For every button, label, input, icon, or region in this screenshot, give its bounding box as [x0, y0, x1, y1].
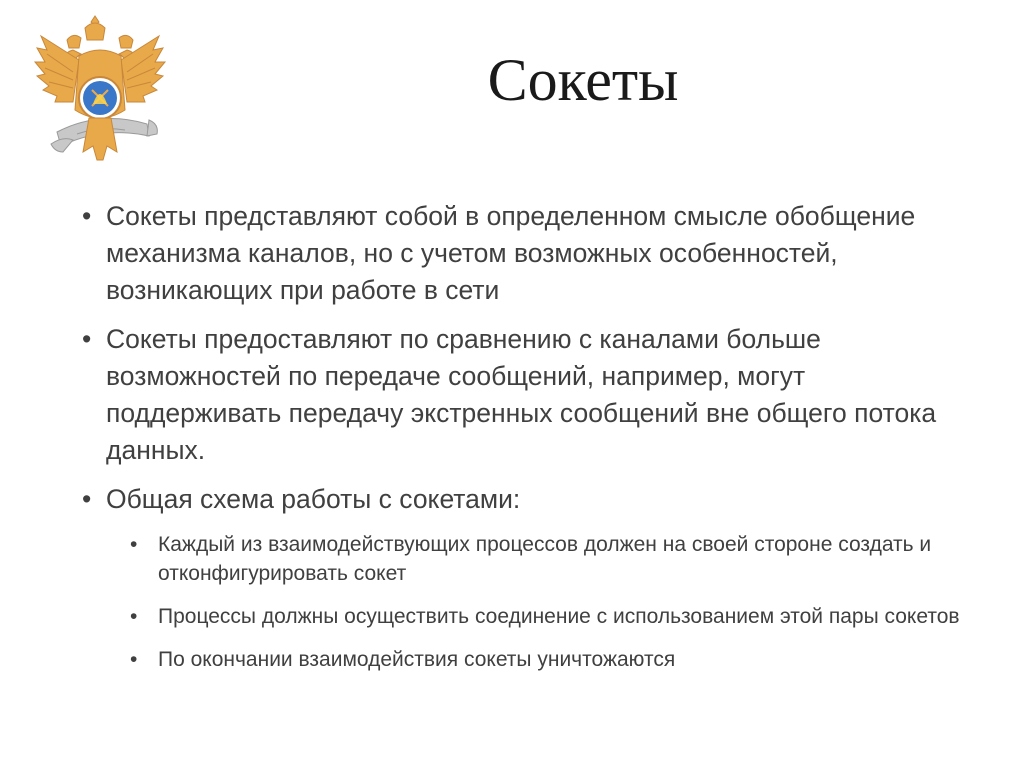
bullet-icon: •	[82, 201, 92, 231]
sub-list-item	[78, 602, 978, 631]
list-item-text: Сокеты предоставляют по сравнению с каналами больше возможностей по передаче сообщений, например, могут поддерживать передачу экстренных сообщений вне общего потока данных.	[106, 324, 937, 465]
sub-list-item-text: Процессы должны осуществить соединение с использованием этой пары сокетов	[158, 605, 960, 628]
list-item	[78, 321, 978, 469]
list-item-text: Общая схема работы с сокетами:	[106, 484, 521, 514]
list-item-text: Сокеты представляют собой в определенном смысле обобщение механизма каналов, но с учетом возможных особенностей, возникающих при работе в сети	[106, 201, 916, 305]
sub-list-item-text: По окончании взаимодействия сокеты уничтожаются	[158, 648, 676, 671]
sub-list-item	[78, 530, 978, 588]
slide-title: Сокеты	[487, 47, 679, 113]
bullet-icon: •	[82, 324, 92, 354]
sub-list-item	[78, 645, 978, 674]
list-item	[78, 481, 978, 518]
bullet-icon: •	[130, 648, 138, 671]
bullet-icon: •	[82, 484, 92, 514]
bullet-icon: •	[130, 605, 138, 628]
bullet-list	[78, 198, 978, 688]
bullet-icon: •	[130, 533, 138, 556]
sub-list-item-text: Каждый из взаимодействующих процессов должен на своей стороне создать и отконфигурировать сокет	[158, 533, 932, 585]
list-item	[78, 198, 978, 309]
sub-bullet-list	[78, 530, 978, 674]
